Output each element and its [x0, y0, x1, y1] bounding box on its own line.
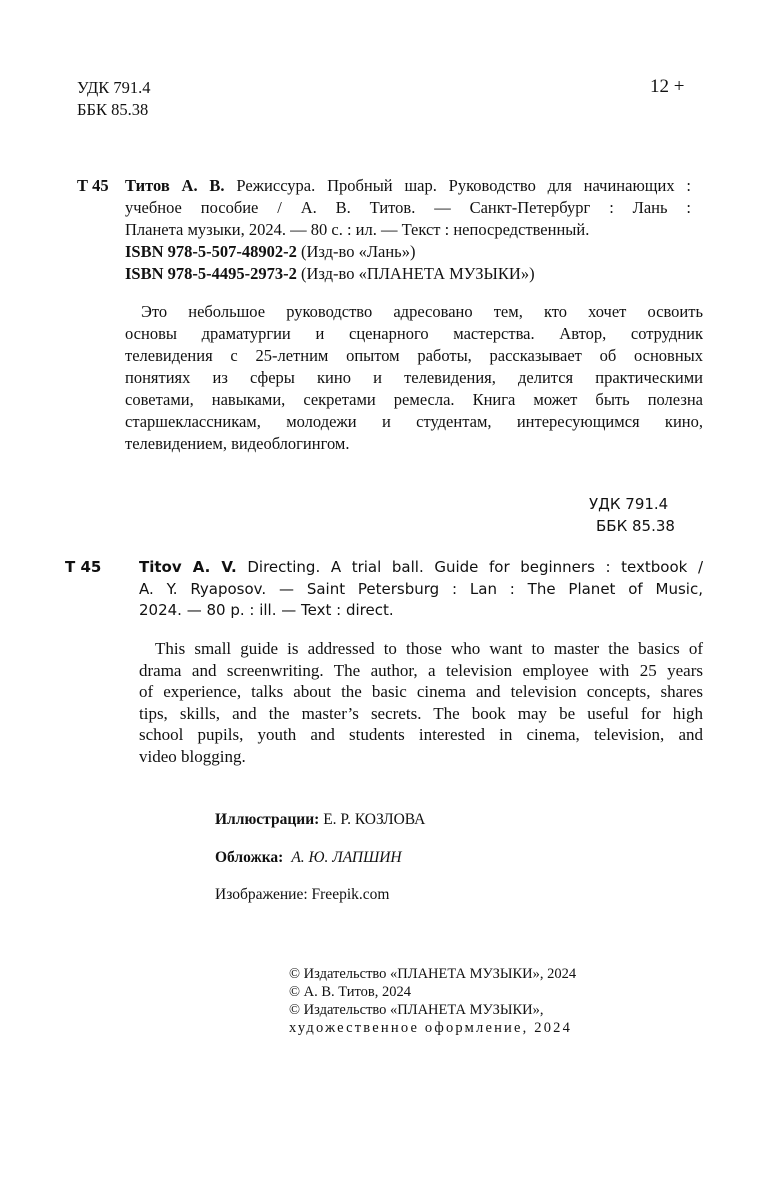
isbn-planeta-number: ISBN 978-5-4495-2973-2	[125, 264, 297, 283]
ru-record-title: Режиссура. Пробный шар. Руководство для начинающих :	[224, 176, 691, 195]
en-abstract-line: drama and screenwriting. The author, a television employee with 25 years	[139, 660, 703, 680]
bbk-code-en: ББК 85.38	[596, 517, 675, 535]
copyright-line: © Издательство «ПЛАНЕТА МУЗЫКИ», 2024	[289, 966, 577, 982]
en-record-line: A. Y. Ryaposov. — Saint Petersburg : Lan : The Planet of Music,	[139, 579, 703, 598]
credit-cover-label: Обложка:	[215, 849, 284, 866]
ru-record-description	[125, 175, 691, 241]
isbn-planeta	[125, 263, 535, 285]
ru-abstract-line: советами, навыками, секретами ремесла. Книга может быть полезна	[125, 390, 703, 409]
en-record-line: 2024. — 80 p. : ill. — Text : direct.	[139, 601, 394, 619]
ru-abstract-line: Это небольшое руководство адресовано тем, кто хочет освоить	[141, 302, 703, 321]
udk-code-top: УДК 791.4	[77, 78, 151, 97]
en-abstract-line: school pupils, youth and students interested in cinema, television, and	[139, 725, 703, 744]
ru-abstract-line: телевидения с 25-летним опытом работы, рассказывает об основных	[125, 346, 703, 365]
ru-abstract-line: старшеклассникам, молодежи и студентам, интересующимся кино,	[125, 412, 703, 431]
en-record-title: Directing. A trial ball. Guide for beginners : textbook /	[236, 558, 704, 576]
ru-record-line: Планета музыки, 2024. — 80 с. : ил. — Текст : непосредственный.	[125, 220, 590, 239]
credit-cover	[215, 849, 402, 867]
copyright-line-design: художественное оформление, 2024	[289, 1020, 573, 1036]
credit-illustrations-value: Е. Р. КОЗЛОВА	[319, 811, 426, 828]
en-record-author: Titov A. V.	[139, 558, 237, 576]
copyright-line: © Издательство «ПЛАНЕТА МУЗЫКИ»,	[289, 1002, 544, 1018]
udk-code-en: УДК 791.4	[589, 495, 669, 513]
isbn-lan-number: ISBN 978-5-507-48902-2	[125, 242, 297, 261]
isbn-planeta-publisher: (Изд-во «ПЛАНЕТА МУЗЫКИ»)	[296, 264, 535, 283]
ru-record-author: Титов А. В.	[125, 176, 225, 195]
ru-abstract-line: телевидением, видеоблогингом.	[125, 434, 350, 453]
en-abstract-line: This small guide is addressed to those who want to master the basics of	[155, 639, 703, 658]
credit-illustrations-label: Иллюстрации:	[215, 811, 320, 828]
bbk-code-top: ББК 85.38	[77, 100, 149, 119]
credit-image: Изображение: Freepik.com	[215, 886, 390, 903]
en-record-code: Т 45	[65, 558, 102, 576]
en-abstract-line: of experience, talks about the basic cinema and television concepts, shares	[139, 682, 703, 701]
ru-abstract-line: основы драматургии и сценарного мастерства. Автор, сотрудник	[125, 324, 703, 343]
en-abstract-line: tips, skills, and the master’s secrets. The book may be useful for high	[139, 703, 703, 723]
en-record-description	[139, 557, 703, 622]
ru-record-code: Т 45	[77, 176, 109, 195]
isbn-lan	[125, 241, 415, 263]
age-rating: 12 +	[650, 76, 685, 97]
ru-record-line: учебное пособие / А. В. Титов. — Санкт-Петербург : Лань :	[125, 198, 691, 217]
en-abstract-line: video blogging.	[139, 746, 246, 766]
en-abstract	[139, 638, 703, 767]
copyright-line: © А. В. Титов, 2024	[289, 984, 412, 1000]
ru-abstract	[125, 301, 703, 455]
credit-illustrations	[215, 811, 425, 829]
ru-abstract-line: понятиях из сферы кино и телевидения, делится практическими	[125, 368, 703, 387]
credit-cover-value: А. Ю. ЛАПШИН	[291, 849, 402, 866]
isbn-lan-publisher: (Изд-во «Лань»)	[296, 242, 416, 261]
